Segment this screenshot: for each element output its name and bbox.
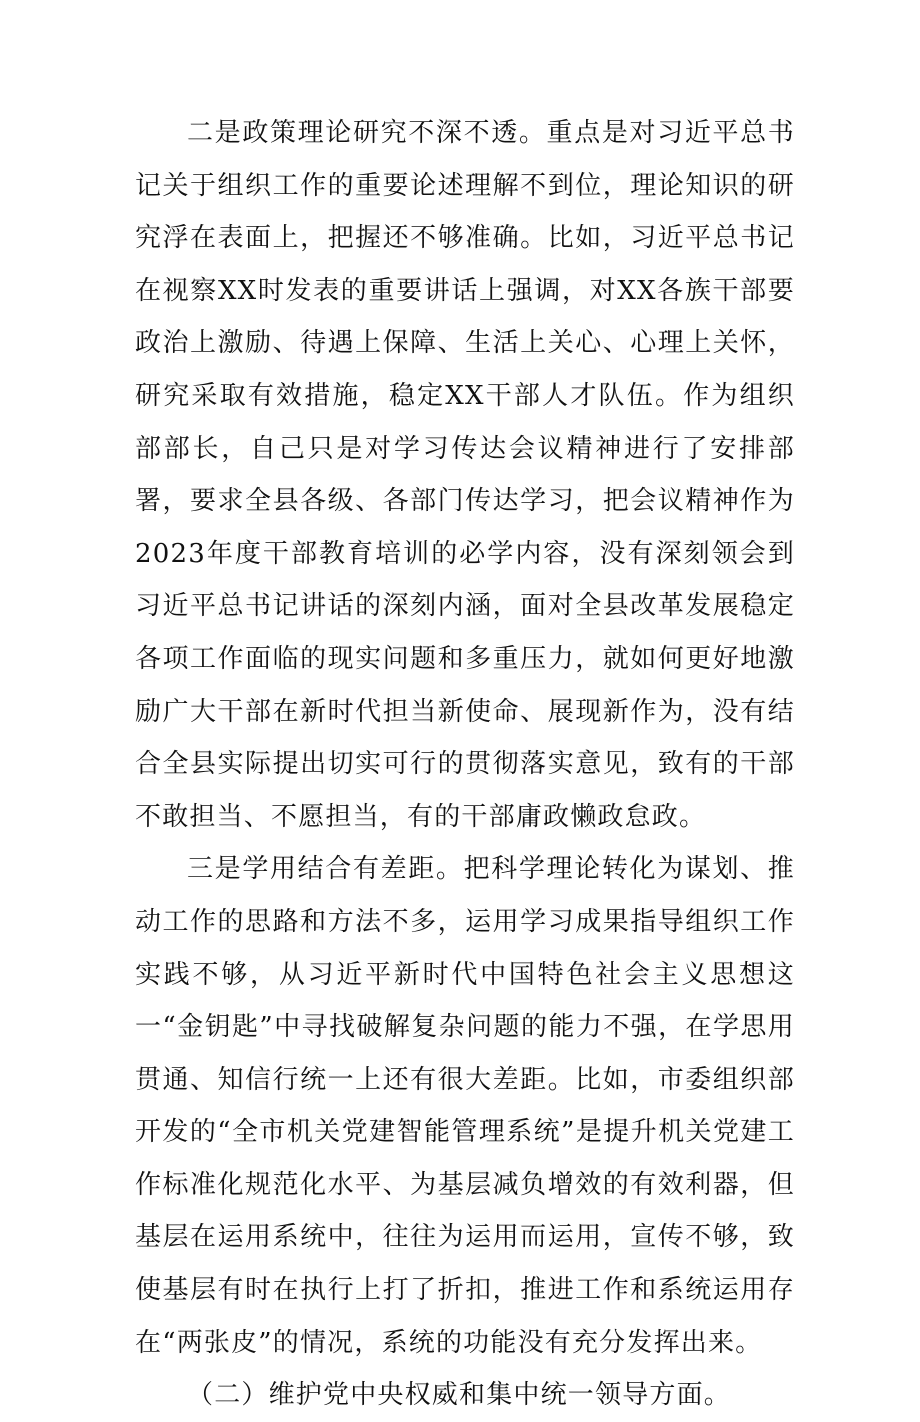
paragraph-policy-theory-research: 二是政策理论研究不深不透。重点是对习近平总书记关于组织工作的重要论述理解不到位，理论知识的研究浮在表面上，把握还不够准确。比如，习近平总书记在视察XX时发表的重要讲话上强调，对XX各族干部要政治上激励、待遇上保障、生活上关心、心理上关怀，研究采取有效措施，稳定XX干部人才队伍。作为组织部部长，自己只是对学习传达会议精神进行了安排部署，要求全县各级、各部门传达学习，把会议精神作为2023年度干部教育培训的必学内容，没有深刻领会到习近平总书记讲话的深刻内涵，面对全县改革发展稳定各项工作面临的现实问题和多重压力，就如何更好地激励广大干部在新时代担当新使命、展现新作为，没有结合全县实际提出切实可行的贯彻落实意见，致有的干部不敢担当、不愿担当，有的干部庸政懒政怠政。 [135,118,795,832]
section-heading: （二）维护党中央权威和集中统一领导方面。 [187,1380,732,1411]
paragraph-study-application-gap: 三是学用结合有差距。把科学理论转化为谋划、推动工作的思路和方法不多，运用学习成果指导组织工作实践不够，从习近平新时代中国特色社会主义思想这一“金钥匙”中寻找破解复杂问题的能力不强，在学思用贯通、知信行统一上还有很大差距。比如，市委组织部开发的“全市机关党建智能管理系统”是提升机关党建工作标准化规范化水平、为基层减负增效的有效利器，但基层在运用系统中，往往为运用而运用，宣传不够，致使基层有时在执行上打了折扣，推进工作和系统运用存在“两张皮”的情况，系统的功能没有充分发挥出来。 [135,854,795,1358]
document-body [135,107,795,1422]
